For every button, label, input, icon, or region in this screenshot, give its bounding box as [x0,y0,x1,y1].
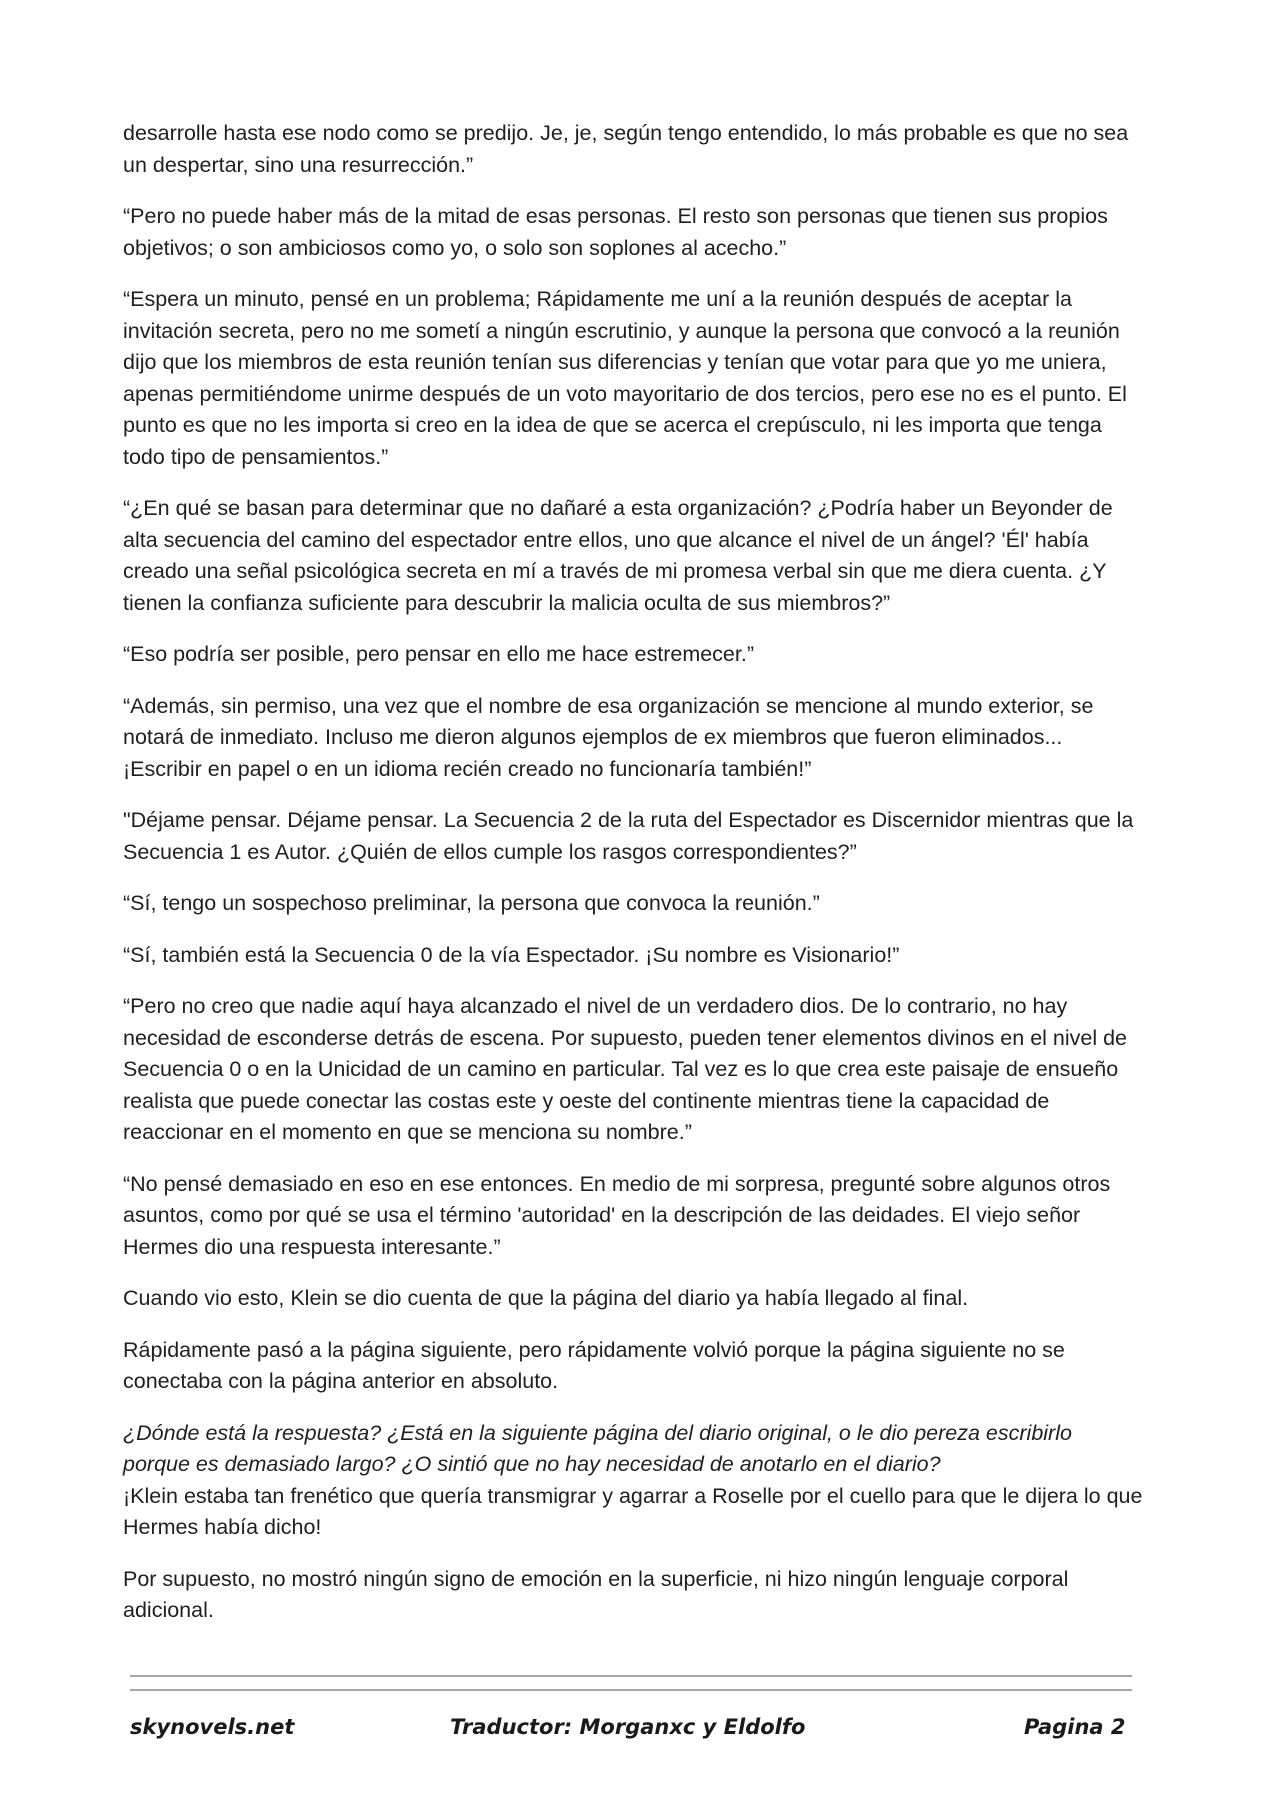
footer-site: skynovels.net [130,1715,295,1739]
paragraph: “Espera un minuto, pensé en un problema; Rápidamente me uní a la reunión después de aceptar la invitación secreta, pero no me sometí a ningún escrutinio, y aunque la persona que convocó a la reunión dijo que los miembros de esta reunión tenían sus diferencias y tenían que votar para que yo me uniera, apenas permitiéndome unirme después de un voto mayoritario de dos tercios, pero ese no es el punto. El punto es que no les importa si creo en la idea de que se acerca el crepúsculo, ni les importa que tenga todo tipo de pensamientos.” [123,287,1127,469]
paragraph: "Déjame pensar. Déjame pensar. La Secuencia 2 de la ruta del Espectador es Discernidor mientras que la Secuencia 1 es Autor. ¿Quién de ellos cumple los rasgos correspondientes?” [123,808,1134,864]
paragraph: Por supuesto, no mostró ningún signo de emoción en la superficie, ni hizo ningún lenguaje corporal adicional. [123,1566,1069,1622]
paragraph: desarrolle hasta ese nodo como se predijo. Je, je, según tengo entendido, lo más probable es que no sea un despertar, sino una resurrección.” [123,121,1129,177]
paragraph: ¡Klein estaba tan frenético que quería transmigrar y agarrar a Roselle por el cuello para que le dijera lo que Hermes había dicho! [123,1483,1143,1539]
italic-paragraph: ¿Dónde está la respuesta? ¿Está en la siguiente página del diario original, o le dio pereza escribirlo porque es demasiado largo? ¿O sintió que no hay necesidad de anotarlo en el diario? [123,1420,1072,1476]
footer-divider-top [130,1675,1132,1677]
footer-translator: Traductor: Morganxc y Eldolfo [450,1715,806,1739]
paragraph: “Pero no creo que nadie aquí haya alcanzado el nivel de un verdadero dios. De lo contrario, no hay necesidad de esconderse detrás de escena. Por supuesto, pueden tener elementos divinos en el nivel de Secuencia 0 o en la Unicidad de un camino en particular. Tal vez es lo que crea este paisaje de ensueño realista que puede conectar las costas este y oeste del continente mientras tiene la capacidad de reaccionar en el momento en que se menciona su nombre.” [123,994,1128,1144]
paragraph: Rápidamente pasó a la página siguiente, pero rápidamente volvió porque la página siguiente no se conectaba con la página anterior en absoluto. [123,1337,1065,1393]
footer-divider-bottom [130,1689,1132,1691]
paragraph: “No pensé demasiado en eso en ese entonces. En medio de mi sorpresa, pregunté sobre algunos otros asuntos, como por qué se usa el término 'autoridad' en la descripción de las deidades. El viejo señor Hermes dio una respuesta interesante.” [123,1171,1111,1259]
paragraph: Cuando vio esto, Klein se dio cuenta de que la página del diario ya había llegado al final. [123,1286,969,1310]
paragraph: “Sí, tengo un sospechoso preliminar, la persona que convoca la reunión.” [123,891,820,915]
paragraph: “Pero no puede haber más de la mitad de esas personas. El resto son personas que tienen sus propios objetivos; o son ambiciosos como yo, o solo son soplones al acecho.” [123,204,1108,260]
paragraph: “¿En qué se basan para determinar que no dañaré a esta organización? ¿Podría haber un Beyonder de alta secuencia del camino del espectador entre ellos, uno que alcance el nivel de un ángel? 'Él' había creado una señal psicológica secreta en mí a través de mi promesa verbal sin que me diera cuenta. ¿Y tienen la confianza suficiente para descubrir la malicia oculta de sus miembros?” [123,496,1113,615]
paragraph: “Eso podría ser posible, pero pensar en ello me hace estremecer.” [123,642,754,666]
footer-page-number: Pagina 2 [1024,1715,1126,1739]
body-text [123,118,1143,1647]
paragraph: “Además, sin permiso, una vez que el nombre de esa organización se mencione al mundo exterior, se notará de inmediato. Incluso me dieron algunos ejemplos de ex miembros que fueron eliminados... ¡Escribir en papel o en un idioma recién creado no funcionaría también!” [123,693,1094,781]
paragraph: “Sí, también está la Secuencia 0 de la vía Espectador. ¡Su nombre es Visionario!” [123,942,900,967]
